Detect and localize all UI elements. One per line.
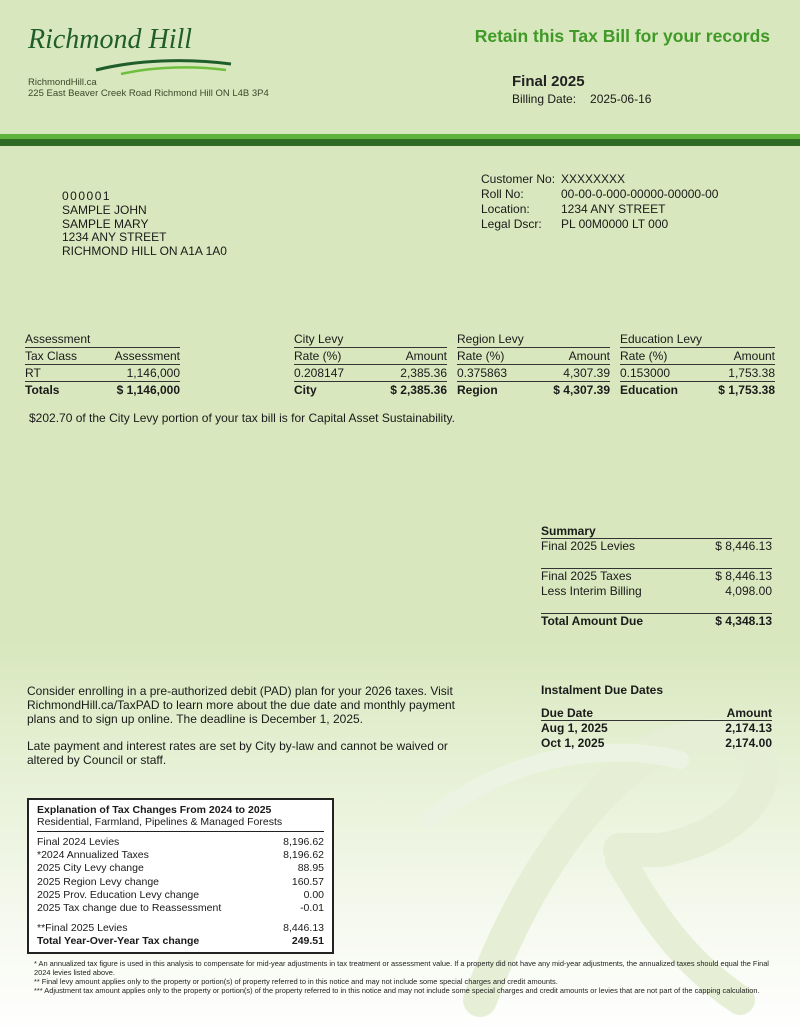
billing-date-value: 2025-06-16: [590, 92, 652, 106]
city-amount: 2,385.36: [400, 366, 447, 380]
assessment-column-headers: [25, 348, 180, 365]
city-levy-group: [294, 332, 447, 398]
total-value: $ 1,146,000: [116, 383, 180, 397]
explanation-value: 160.57: [291, 875, 324, 888]
assessment-group-header: Assessment: [25, 332, 180, 348]
region-column-headers: [457, 348, 610, 365]
roll-number-row: [481, 187, 718, 202]
city-address: 225 East Beaver Creek Road Richmond Hill ON L4B 3P4: [28, 88, 269, 99]
customer-value: 1234 ANY STREET: [561, 202, 666, 216]
customer-value: XXXXXXXX: [561, 172, 626, 186]
instalment-header: [541, 706, 772, 721]
summary-value: $ 8,446.13: [715, 569, 772, 583]
column-header: Tax Class: [25, 349, 78, 363]
customer-info: [481, 172, 718, 232]
summary-levies: [541, 539, 772, 554]
column-header: Amount: [405, 349, 447, 363]
summary-taxes: [541, 568, 772, 584]
header-band-dark: [0, 139, 800, 146]
explanation-row: [37, 902, 324, 915]
region-rate: 0.375863: [457, 366, 508, 380]
explanation-label: Final 2024 Levies: [37, 836, 120, 848]
assessment-row: [25, 365, 180, 382]
location-row: [481, 202, 718, 217]
column-header: Amount: [568, 349, 610, 363]
explanation-row: [37, 836, 324, 849]
summary-label: Less Interim Billing: [541, 584, 642, 598]
city-total: [294, 382, 447, 398]
explanation-label: Total Year-Over-Year Tax change: [37, 935, 200, 948]
instalment-date: Oct 1, 2025: [541, 736, 605, 750]
instalment-row: [541, 736, 772, 751]
explanation-value: 249.51: [291, 935, 324, 948]
billing-date-label: Billing Date:: [512, 92, 577, 106]
explanation-final-levies: [37, 922, 324, 935]
education-levy-row: [620, 365, 775, 382]
legal-description-row: [481, 217, 718, 232]
customer-label: Legal Dscr:: [481, 217, 542, 231]
explanation-value: 8,196.62: [283, 836, 324, 848]
region-levy-header: Region Levy: [457, 332, 610, 348]
bill-title: Final 2025: [512, 73, 585, 90]
assessment-total: [25, 382, 180, 398]
region-total: [457, 382, 610, 398]
region-levy-group: [457, 332, 610, 398]
pad-notice: [27, 684, 457, 767]
explanation-subtitle: Residential, Farmland, Pipelines & Managed Forests: [37, 816, 324, 832]
education-levy-header: Education Levy: [620, 332, 775, 348]
total-label: Region: [457, 383, 498, 397]
mailing-line: SAMPLE JOHN: [62, 202, 147, 217]
city-rate: 0.208147: [294, 366, 345, 380]
pad-paragraph: Consider enrolling in a pre-authorized debit (PAD) plan for your 2026 taxes. Visit RichmondHill.ca/TaxPAD to learn more about the due date and monthly payment plans and to sign up online. The deadline is December 1, 2025.: [27, 684, 456, 726]
customer-value: PL 00M0000 LT 000: [561, 217, 669, 231]
explanation-row: [37, 889, 324, 902]
mailing-line: SAMPLE MARY: [62, 216, 149, 231]
explanation-label: *2024 Annualized Taxes: [37, 849, 149, 862]
instalment-title: Instalment Due Dates: [541, 683, 664, 697]
summary-label: Final 2025 Taxes: [541, 569, 632, 583]
logo-text: Richmond Hill: [28, 24, 193, 55]
footnote: * An annualized tax figure is used in this analysis to compensate for mid-year adjustments in tax treatment or assessment value. If a property did not have any mid-year adjustments, the annualized taxes should equal the Final 2024 levies listed above.: [34, 959, 769, 977]
total-label: City: [294, 383, 317, 397]
summary-panel: [541, 524, 772, 629]
explanation-row: [37, 876, 324, 889]
region-amount: 4,307.39: [563, 366, 610, 380]
capital-asset-note: $202.70 of the City Levy portion of your tax bill is for Capital Asset Sustainability.: [29, 411, 455, 425]
city-contact: [28, 77, 269, 99]
footnote: *** Adjustment tax amount applies only to the property or portion(s) of the property referred to in this notice and may not include some special charges and credit amounts or levies that are not part of the capping calculation.: [34, 986, 760, 995]
summary-value: 4,098.00: [725, 584, 772, 598]
late-payment-paragraph: Late payment and interest rates are set by City by-law and cannot be waived or altered by Council or staff.: [27, 739, 448, 767]
summary-label: Total Amount Due: [541, 614, 643, 628]
mailing-line: 1234 ANY STREET: [62, 230, 167, 245]
richmond-hill-logo[interactable]: [26, 16, 236, 80]
explanation-value: -0.01: [300, 902, 324, 915]
explanation-total-change: [37, 935, 324, 948]
customer-label: Customer No:: [481, 172, 556, 186]
spacer: [37, 915, 324, 922]
customer-label: Location:: [481, 202, 530, 216]
total-value: $ 4,307.39: [553, 383, 610, 397]
education-rate: 0.153000: [620, 366, 671, 380]
mailing-line: RICHMOND HILL ON A1A 1A0: [62, 244, 227, 259]
explanation-value: 88.95: [297, 862, 324, 875]
customer-label: Roll No:: [481, 187, 524, 201]
explanation-label: 2025 City Levy change: [37, 862, 144, 875]
instalment-amount: 2,174.00: [725, 736, 772, 750]
column-header: Due Date: [541, 706, 594, 720]
instalment-amount: 2,174.13: [725, 721, 772, 735]
education-column-headers: [620, 348, 775, 365]
column-header: Rate (%): [457, 349, 505, 363]
total-value: $ 2,385.36: [390, 383, 447, 397]
mailing-sequence: 000001: [62, 189, 112, 203]
column-header: Assessment: [114, 349, 180, 363]
column-header: Amount: [726, 706, 772, 720]
customer-value: 00-00-0-000-00000-00000-00: [561, 187, 719, 201]
summary-value: $ 4,348.13: [715, 614, 772, 628]
instalment-panel: [541, 683, 772, 751]
instalment-row: [541, 721, 772, 736]
total-amount-due: [541, 613, 772, 629]
explanation-label: 2025 Region Levy change: [37, 875, 160, 888]
explanation-label: **Final 2025 Levies: [37, 922, 128, 935]
explanation-value: 8,446.13: [283, 922, 324, 935]
footnotes: [34, 959, 774, 995]
instalment-date: Aug 1, 2025: [541, 721, 608, 735]
explanation-value: 0.00: [303, 888, 324, 901]
summary-value: $ 8,446.13: [715, 539, 772, 553]
city-levy-header: City Levy: [294, 332, 447, 348]
explanation-label: 2025 Prov. Education Levy change: [37, 888, 200, 901]
tax-change-explanation: [27, 798, 334, 954]
total-value: $ 1,753.38: [718, 383, 775, 397]
summary-label: Final 2025 Levies: [541, 539, 636, 553]
region-levy-row: [457, 365, 610, 382]
billing-date: [512, 92, 651, 106]
education-total: [620, 382, 775, 398]
education-amount: 1,753.38: [728, 366, 775, 380]
tax-class: RT: [25, 366, 41, 380]
explanation-row: [37, 862, 324, 875]
education-levy-group: [620, 332, 775, 398]
explanation-row: [37, 849, 324, 862]
mailing-address: [62, 190, 227, 259]
explanation-label: 2025 Tax change due to Reassessment: [37, 902, 222, 915]
assessment-group: [25, 332, 180, 398]
city-website[interactable]: RichmondHill.ca: [28, 77, 97, 88]
explanation-value: 8,196.62: [283, 849, 324, 862]
summary-interim: [541, 584, 772, 599]
explanation-title: Explanation of Tax Changes From 2024 to 2025: [37, 804, 272, 816]
customer-number-row: [481, 172, 718, 187]
logo-graphic: [26, 16, 236, 80]
retain-notice: Retain this Tax Bill for your records: [474, 26, 770, 46]
total-label: Totals: [25, 383, 60, 397]
city-column-headers: [294, 348, 447, 365]
column-header: Rate (%): [620, 349, 668, 363]
total-label: Education: [620, 383, 679, 397]
column-header: Amount: [733, 349, 775, 363]
assessment-value: 1,146,000: [126, 366, 180, 380]
column-header: Rate (%): [294, 349, 342, 363]
footnote: ** Final levy amount applies only to the property or portion(s) of property referred to in this notice and may not include some special charges and credit amounts.: [34, 977, 558, 986]
summary-title: Summary: [541, 524, 772, 539]
city-levy-row: [294, 365, 447, 382]
